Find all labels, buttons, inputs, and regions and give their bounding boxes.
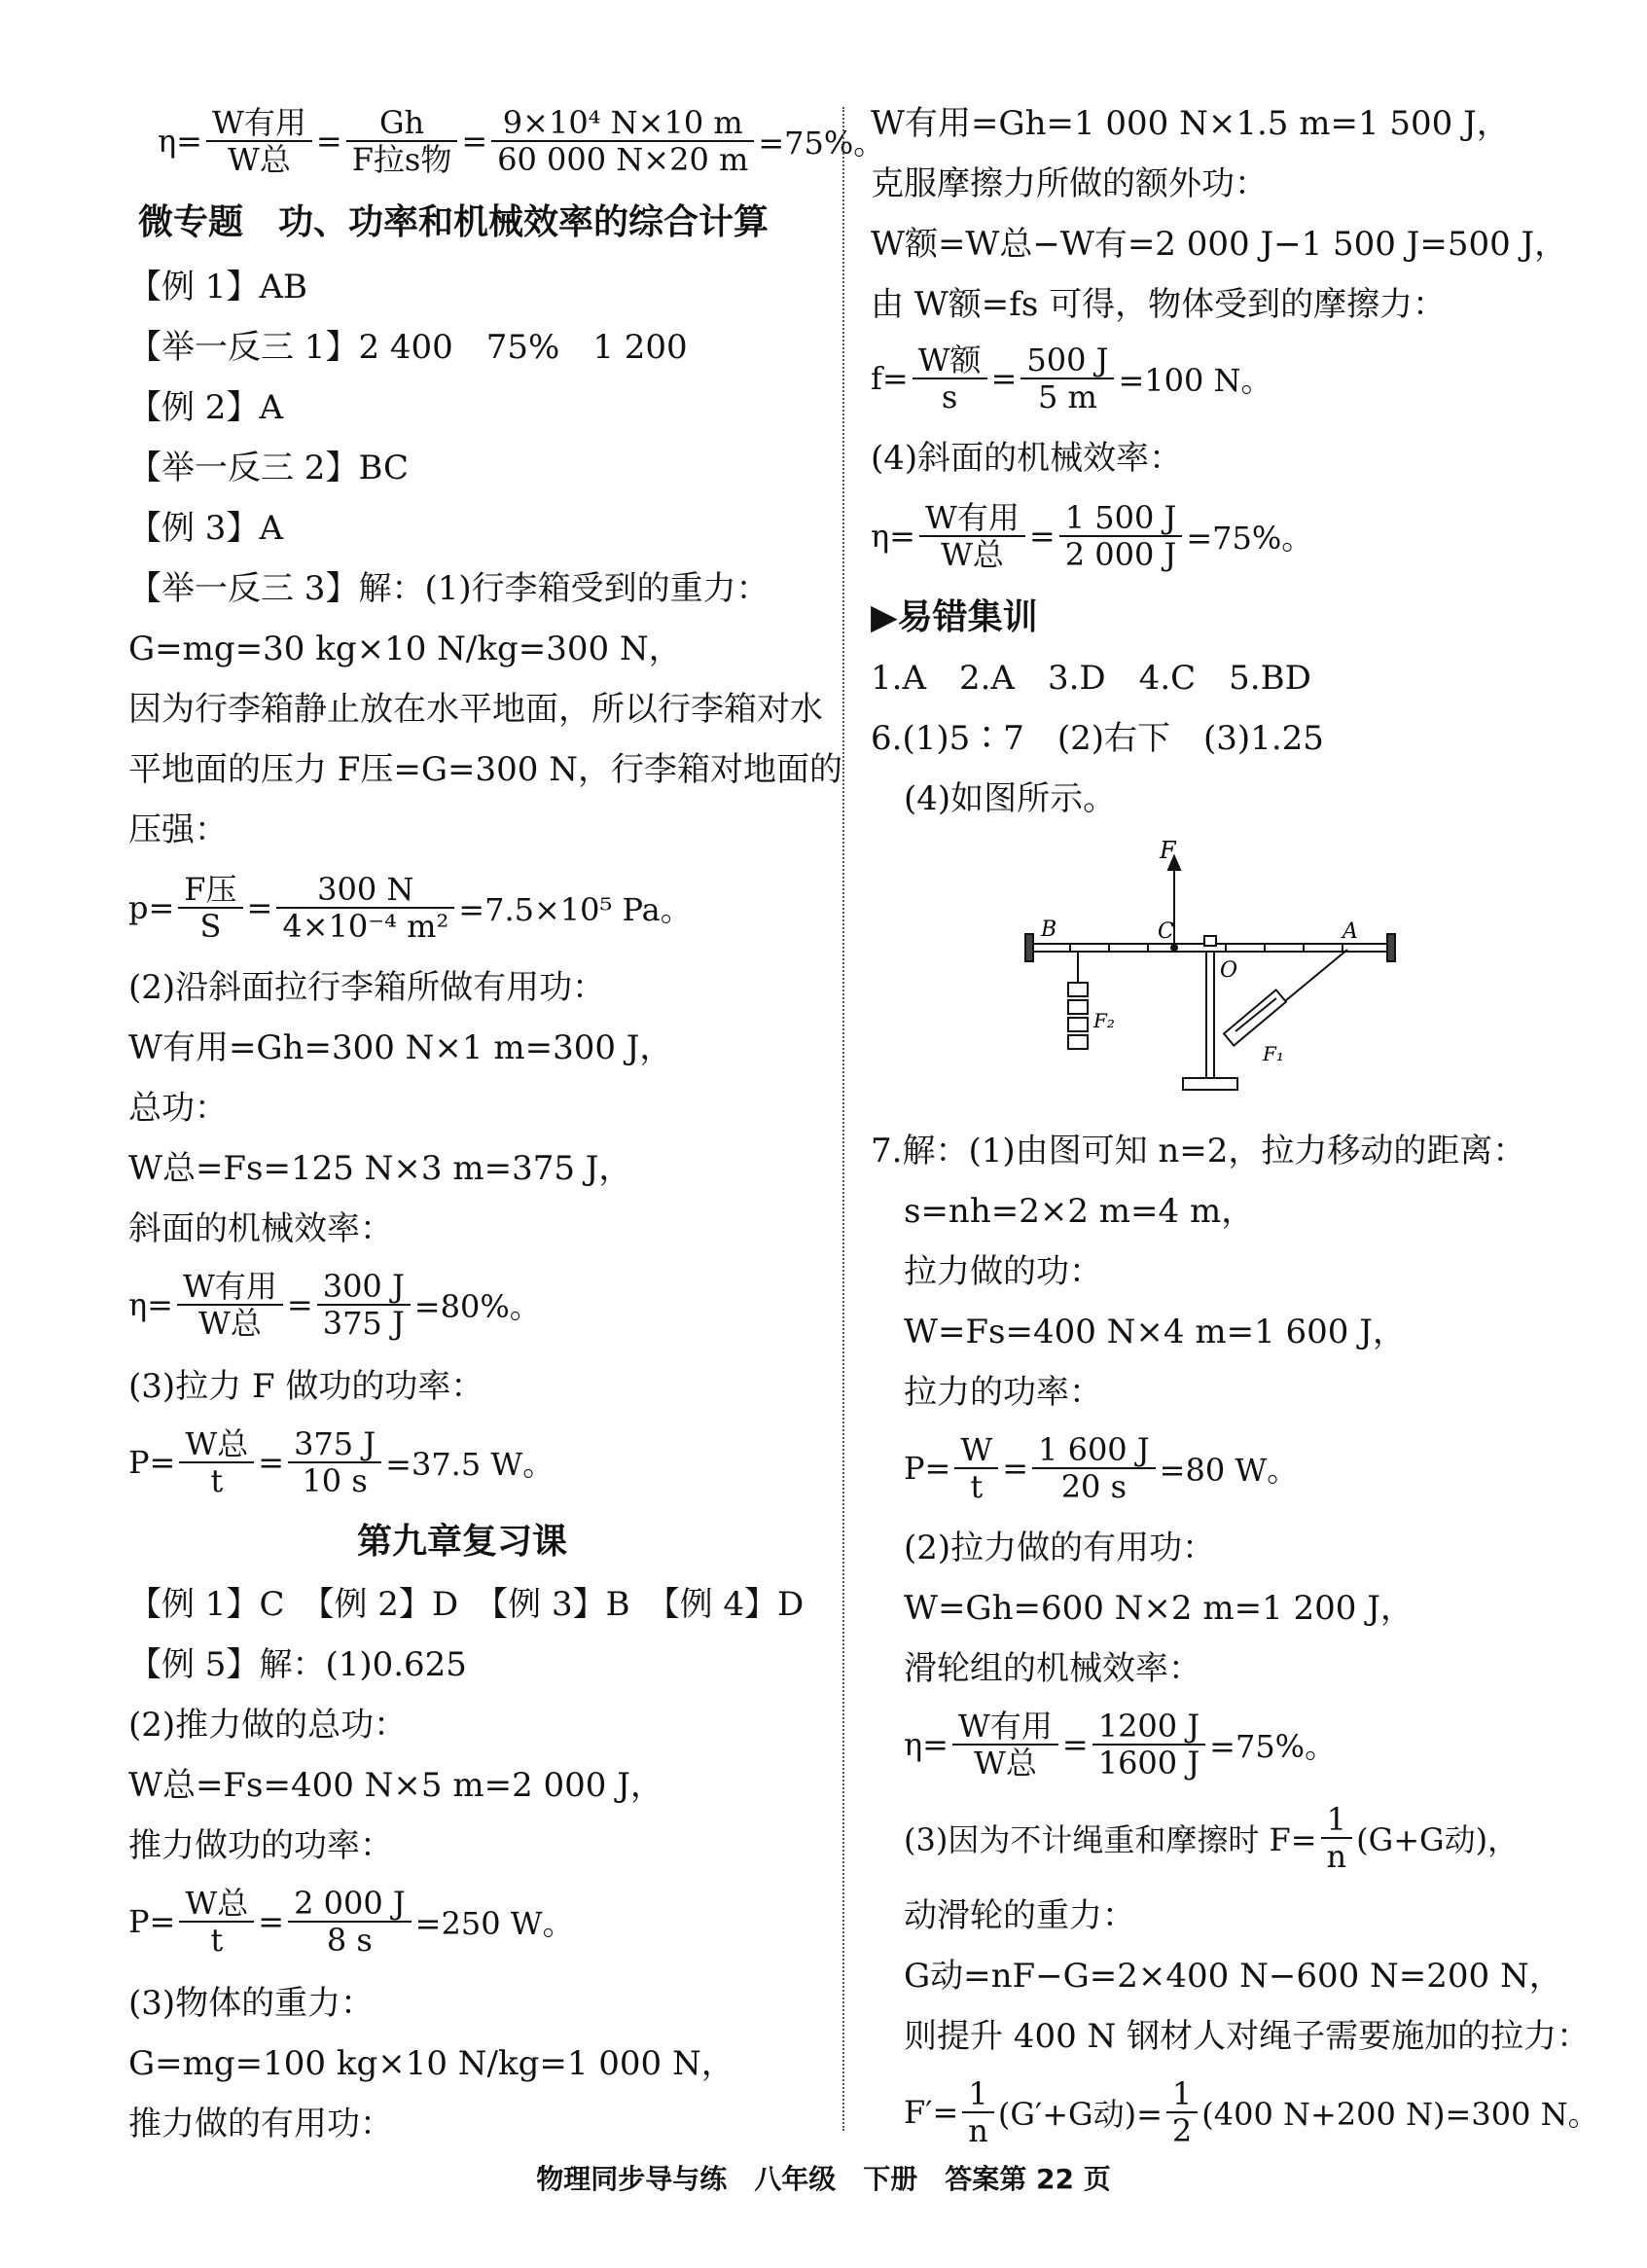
answer-line: 由 W额=fs 可得，物体受到的摩擦力： [871,285,1447,324]
answer-line: 滑轮组的机械效率： [904,1649,1201,1688]
fraction: $\frac{300 J}{375 J}$ [317,1269,411,1341]
answer-line: 总功： [128,1089,228,1128]
answer-line: G=mg=100 kg×10 N/kg=1 000 N， [128,2044,734,2083]
answer-line: W总=Fs=400 N×5 m=2 000 J， [128,1766,663,1805]
fraction: $\frac{\text{W有用}}{\text{W总}}$ [919,500,1025,572]
weight-block [1068,1018,1088,1031]
formula-efficiency-4: η= $\frac{\text{W有用}}{\text{W总}}$ = $\frac{1200 J}{1600 J}$ =75%。 [904,1708,1337,1782]
answer-line: 【举一反三 1】2 400 75% 1 200 [128,328,688,367]
formula-efficiency-3: η= $\frac{\text{W有用}}{\text{W总}}$ = $\frac{1 500 J}{2 000 J}$ =75%。 [871,499,1313,573]
answer-line: (4)如图所示。 [904,779,1117,818]
answer-line: 斜面的机械效率： [128,1209,393,1248]
answer-line: s=nh=2×2 m=4 m， [904,1192,1255,1231]
spring-scale [1224,990,1286,1045]
fraction: $\frac{\text{F压}}{S}$ [178,872,242,944]
formula-friction: f= $\frac{\text{W额}}{s}$ = $\frac{500 J}{5 m}$ =100 N。 [871,342,1272,415]
fraction: $\frac{1}{2}$ [1166,2076,1198,2148]
answer-line: (3)拉力 F 做功的功率： [128,1367,484,1406]
answer-line: 平地面的压力 F压=G=300 N，行李箱对地面的 [128,750,842,789]
lever-stand [1206,952,1214,1078]
formula-power-3: P= $\frac{W}{t}$ = $\frac{1 600 J}{20 s}$ =80 W。 [904,1431,1299,1505]
chapter-heading: 第九章复习课 [357,1522,568,1562]
answer-line: 【例 5】解：(1)0.625 [128,1645,467,1684]
answer-line: 克服摩擦力所做的额外功： [871,164,1268,203]
answer-line: 推力做的有用功： [128,2105,393,2143]
fraction: $\frac{1 600 J}{20 s}$ [1032,1432,1156,1504]
lever-diagram [1012,837,1411,1109]
fraction: $\frac{375 J}{10 s}$ [288,1426,381,1498]
label-f2: F₂ [1093,1009,1115,1032]
pivot [1204,936,1216,946]
answer-line: (4)斜面的机械效率： [871,439,1183,478]
label-b: B [1041,918,1057,942]
section-heading: 微专题 功、功率和机械效率的综合计算 [138,202,770,242]
answer-line: 【例 2】A [128,388,283,427]
formula-force-relation: (3)因为不计绳重和摩擦时 F= $\frac{1}{n}$ (G+G动)， [904,1801,1520,1875]
answer-line: 1.A 2.A 3.D 4.C 5.BD [871,659,1311,698]
answer-line: 6.(1)5∶7 (2)右下 (3)1.25 [871,719,1324,758]
answer-line: 【例 1】AB [128,268,307,306]
fraction: $\frac{500 J}{5 m}$ [1020,342,1114,414]
answer-line: 推力做功的功率： [128,1826,393,1865]
fraction: $\frac{\text{W总}}{t}$ [179,1426,254,1498]
fraction: $\frac{1}{n}$ [962,2076,994,2148]
section-heading: ▶易错集训 [871,597,1038,637]
label-o: O [1220,958,1238,983]
answer-line: 则提升 400 N 钢材人对绳子需要施加的拉力： [904,2017,1591,2056]
label-a: A [1343,919,1358,944]
label-f: F [1160,837,1176,864]
weight-block [1068,983,1088,996]
answer-line: W总=Fs=125 N×3 m=375 J， [128,1149,632,1188]
answer-line: 【举一反三 2】BC [128,449,410,487]
balance-nut-left [1025,934,1033,961]
answer-line: 拉力做的功： [904,1252,1102,1291]
answer-line: 压强： [128,810,228,849]
answer-line: 拉力的功率： [904,1373,1102,1412]
answer-line: (2)拉力做的有用功： [904,1529,1216,1567]
answer-line: 因为行李箱静止放在水平地面，所以行李箱对水 [128,690,823,729]
fraction: $\frac{W}{t}$ [954,1432,998,1504]
formula-efficiency-1: η= $\frac{\text{W有用}}{\text{W总}}$ = $\frac{Gh}{\text{F拉s物}}$ = $\frac{\text{9×10⁴ N×10 m}}{60 000 N\times 20 m}$ =75%。 [158,104,885,178]
fraction: $\frac{1 500 J}{2 000 J}$ [1059,500,1183,572]
fraction: $\frac{Gh}{\text{F拉s物}}$ [346,105,458,177]
fraction: $\frac{\text{W总}}{t}$ [179,1886,254,1958]
answer-line: W=Gh=600 N×2 m=1 200 J， [904,1589,1414,1628]
label-f1: F₁ [1263,1042,1284,1065]
formula-power-1: P= $\frac{\text{W总}}{t}$ = $\frac{375 J}{10 s}$ =37.5 W。 [128,1425,555,1499]
stand-base [1183,1078,1237,1090]
fraction: $\frac{\text{W额}}{s}$ [913,342,987,414]
answer-line: W额=W总−W有=2 000 J−1 500 J=500 J， [871,225,1568,264]
formula-efficiency-2: η= $\frac{\text{W有用}}{\text{W总}}$ = $\frac{300 J}{375 J}$ =80%。 [128,1268,541,1342]
answer-line: W=Fs=400 N×4 m=1 600 J， [904,1313,1406,1351]
answer-line: G=mg=30 kg×10 N/kg=300 N， [128,630,682,668]
answer-line: W有用=Gh=1 000 N×1.5 m=1 500 J， [871,104,1510,143]
formula-power-2: P= $\frac{\text{W总}}{t}$ = $\frac{2 000 J}{8 s}$ =250 W。 [128,1885,574,1959]
answer-line: 【例 1】C 【例 2】D 【例 3】B 【例 4】D [128,1585,805,1624]
fraction: $\frac{2 000 J}{8 s}$ [288,1886,412,1958]
answer-line: 【举一反三 3】解：(1)行李箱受到的重力： [128,569,770,608]
fraction: $\frac{300 N}{\text{4×10⁻⁴ m²}}$ [276,872,454,944]
label-c: C [1158,919,1174,944]
answer-line: 【例 3】A [128,509,283,548]
fraction: $\frac{\text{W有用}}{\text{W总}}$ [177,1269,283,1341]
column-divider [842,107,844,2131]
formula-pressure: p= $\frac{\text{F压}}{S}$ = $\frac{300 N}{\text{4×10⁻⁴ m²}}$ =7.5×10⁵ Pa。 [128,871,692,945]
answer-line: (3)物体的重力： [128,1984,375,2023]
fraction: $\frac{\text{W有用}}{\text{W总}}$ [206,105,312,177]
fraction: $\frac{1200 J}{1600 J}$ [1092,1709,1205,1781]
answer-line: (2)推力做的总功： [128,1706,408,1745]
answer-line: 动滑轮的重力： [904,1896,1135,1935]
balance-nut-right [1387,934,1395,961]
page-footer: 物理同步导与练 八年级 下册 答案第 22 页 [536,2163,1111,2195]
weight-block [1068,1000,1088,1014]
fraction: $\frac{1}{n}$ [1321,1802,1353,1874]
answer-line: W有用=Gh=300 N×1 m=300 J， [128,1028,673,1067]
answer-line: G动=nF−G=2×400 N−600 N=200 N， [904,1957,1562,1996]
fraction: $\frac{\text{W有用}}{\text{W总}}$ [952,1709,1058,1781]
weight-block [1068,1035,1088,1049]
formula-pull-force: F′= $\frac{1}{n}$ (G′+G动)= $\frac{1}{2}$ (400 N+200 N)=300 N。 [904,2075,1599,2149]
answer-line: (2)沿斜面拉行李箱所做有用功： [128,968,606,1007]
answer-line: 7.解：(1)由图可知 n=2，拉力移动的距离： [871,1132,1526,1170]
fraction: $\frac{\text{9×10⁴ N×10 m}}{60 000 N\times 20 m}$ [491,105,754,177]
